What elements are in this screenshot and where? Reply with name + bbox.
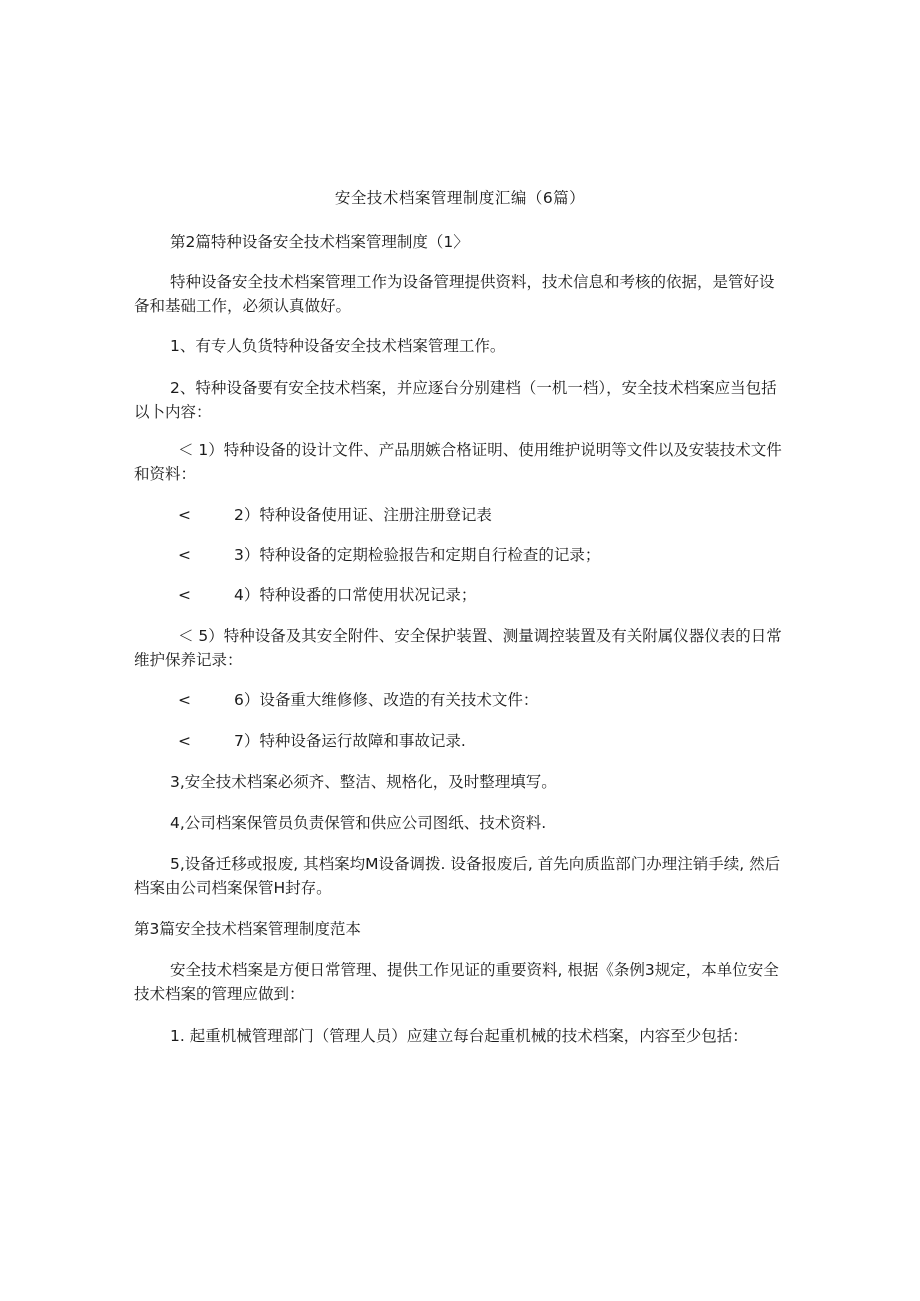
section-3-heading: 第3篇安全技术档案管理制度范本	[134, 920, 361, 938]
list-item-text: 4）特种设番的口常使用状况记录；	[234, 586, 477, 604]
section-2-heading: 第2篇特种设备安全技术档案管理制度（1〉	[170, 233, 469, 251]
list-item-4	[0, 584, 920, 606]
list-marker: <	[178, 732, 191, 750]
section-2-intro: 特种设备安全技术档案管理工作为设备管理提供资料，技术信息和考核的依据，是管好设备和基础工作，必须认真做好。	[134, 273, 775, 315]
list-item-2	[0, 504, 920, 526]
list-item-1: ＜ 1）特种设备的设计文件、产品朋嫉合格证明、使用维护说明等文件以及安装技术文件和资料：	[134, 441, 782, 483]
list-item-text: 2）特种设备使用证、注册注册登记表	[234, 506, 492, 524]
paragraph-2: 2、特种设备要有安全技术档案，并应逐台分别建档（一机一档），安全技术档案应当包括以卜内容：	[134, 379, 777, 421]
list-marker: <	[178, 691, 191, 709]
list-item-text: 3）特种设备的定期检验报告和定期自行检查的记录；	[234, 546, 601, 564]
list-item-5: ＜ 5）特种设备及其安全附件、安全保护装置、测量调控装置及有关附属仪器仪表的日常维护保养记录：	[134, 627, 782, 669]
paragraph-4: 4,公司档案保管员负责保管和供应公司图纸、技术资料.	[170, 814, 547, 832]
paragraph-1: 1、有专人负货特种设备安全技术档案管理工作。	[170, 337, 506, 355]
section-3-intro: 安全技术档案是方便日常管理、提供工作见证的重要资料, 根据《条例3规定，本单位安全技术档案的管理应做到：	[134, 961, 779, 1003]
list-marker: <	[178, 546, 191, 564]
paragraph-5: 5,设备迁移或报废, 其档案均M设备调拨. 设备报废后, 首先向质监部门办理注销手续, 然后档案由公司档案保管H封存。	[134, 855, 781, 897]
list-marker: <	[178, 506, 191, 524]
document-title: 安全技术档案管理制度汇编（6篇）	[334, 189, 586, 207]
paragraph-3: 3,安全技术档案必须齐、整洁、规格化，及时整理填写。	[170, 773, 557, 791]
list-item-text: 6）设备重大维修修、改造的有关技术文件：	[234, 691, 539, 709]
section-3-paragraph-1: 1. 起重机械管理部门（管理人员）应建立每台起重机械的技术档案，内容至少包括：	[170, 1027, 748, 1045]
list-item-3	[0, 544, 920, 566]
list-item-text: 7）特种设备运行故障和事故记录.	[234, 732, 466, 750]
list-item-7	[0, 730, 920, 752]
list-item-6	[0, 689, 920, 711]
list-marker: <	[178, 586, 191, 604]
